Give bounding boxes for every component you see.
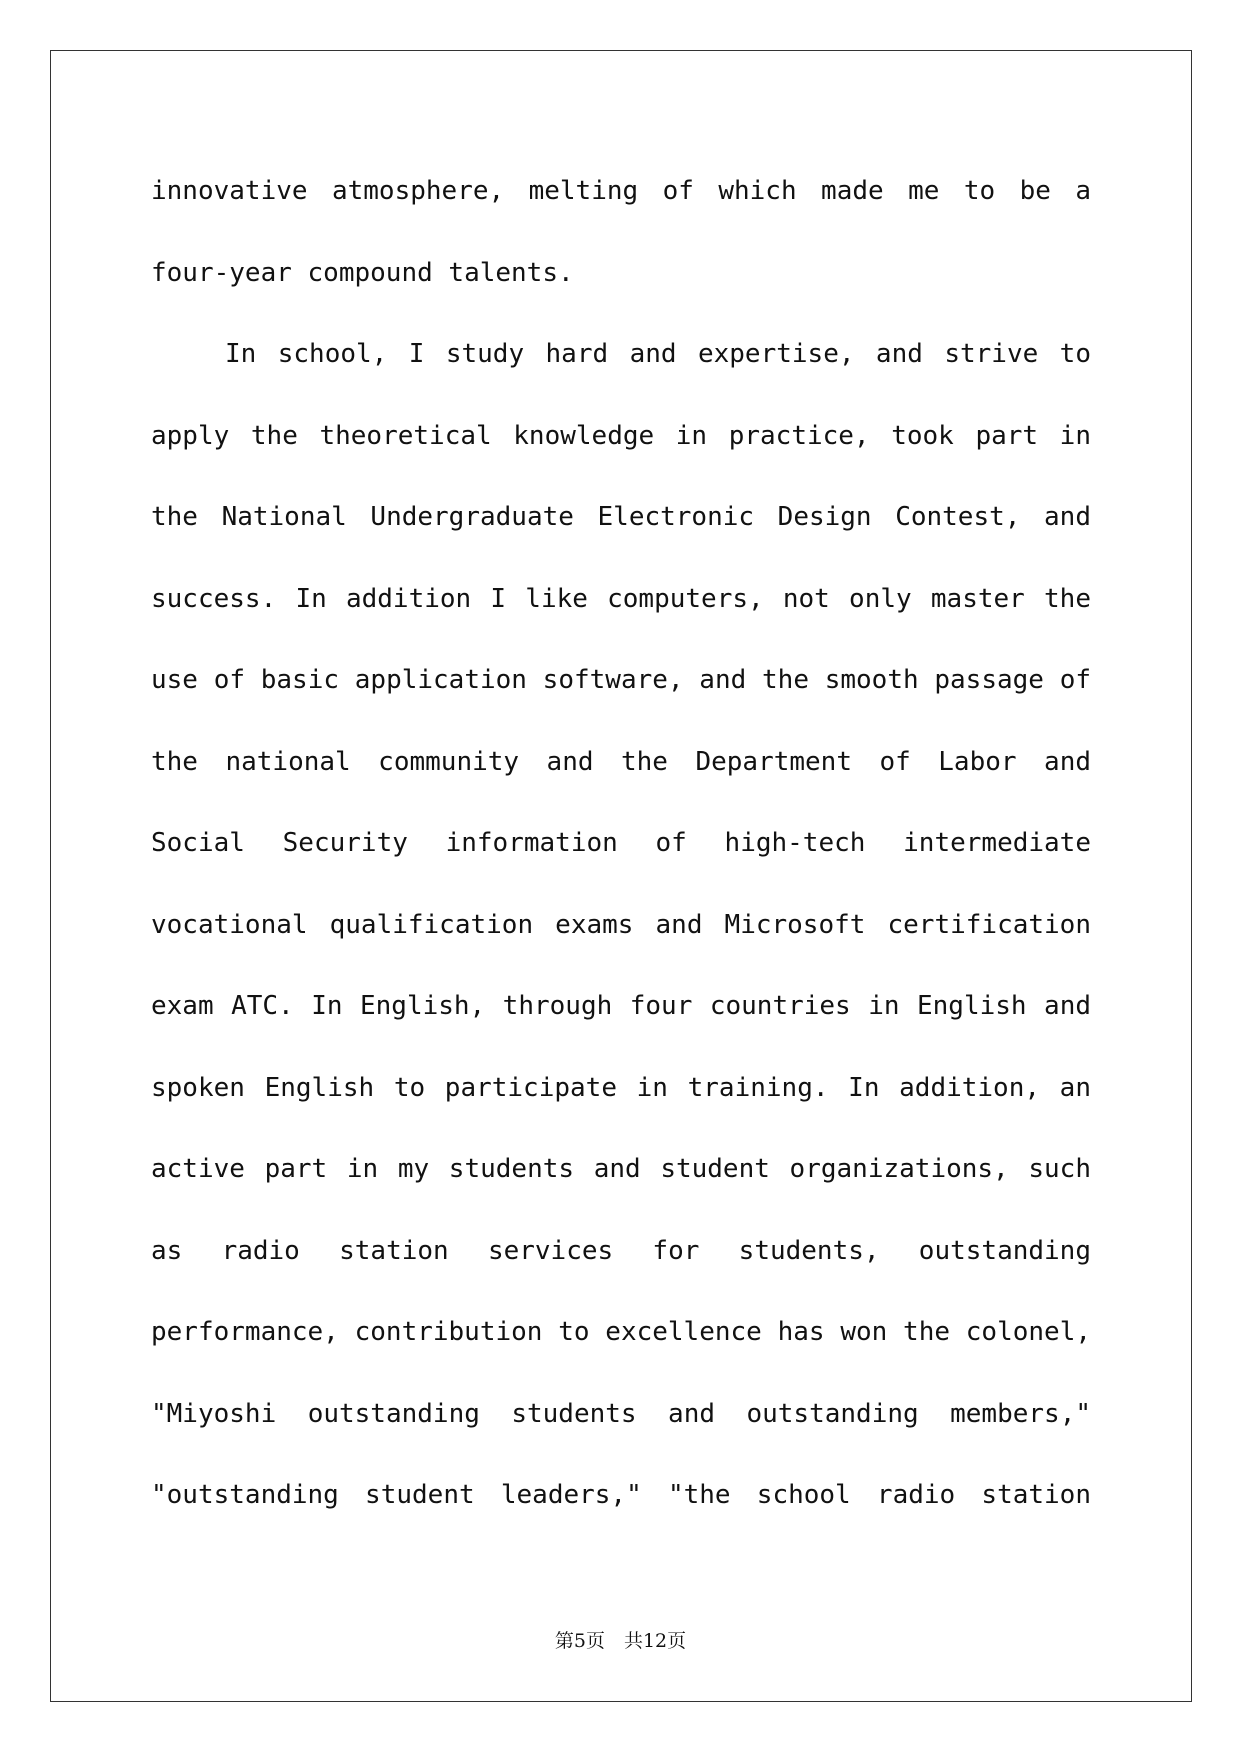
text-line: as radio station services for students, outstanding [151, 1235, 1091, 1266]
text-line: performance, contribution to excellence has won the colonel, [151, 1317, 1091, 1347]
text-line: Social Security information of high-tech intermediate [151, 828, 1091, 858]
text-line: use of basic application software, and the smooth passage of [151, 665, 1091, 695]
text-line: four-year compound talents. [151, 257, 574, 288]
text-line: "Miyoshi outstanding students and outstanding members," [151, 1398, 1091, 1429]
text-line: success. In addition I like computers, not only master the [151, 583, 1091, 614]
text-line: innovative atmosphere, melting of which made me to be a [151, 176, 1091, 206]
text-line: the National Undergraduate Electronic Design Contest, and [151, 502, 1091, 532]
text-line: active part in my students and student organizations, such [151, 1154, 1091, 1184]
document-body [151, 151, 1091, 1537]
text-line: exam ATC. In English, through four countries in English and [151, 991, 1091, 1021]
text-line: "outstanding student leaders," "the school radio station [151, 1480, 1091, 1510]
text-line: apply the theoretical knowledge in practice, took part in [151, 420, 1091, 451]
page-number: 第5页 共12页 [554, 1630, 687, 1652]
text-line: the national community and the Department of Labor and [151, 746, 1091, 777]
text-line: vocational qualification exams and Microsoft certification [151, 909, 1091, 940]
text-line: spoken English to participate in training. In addition, an [151, 1072, 1091, 1103]
paragraph-first-line: In school, I study hard and expertise, and strive to [225, 339, 1091, 369]
